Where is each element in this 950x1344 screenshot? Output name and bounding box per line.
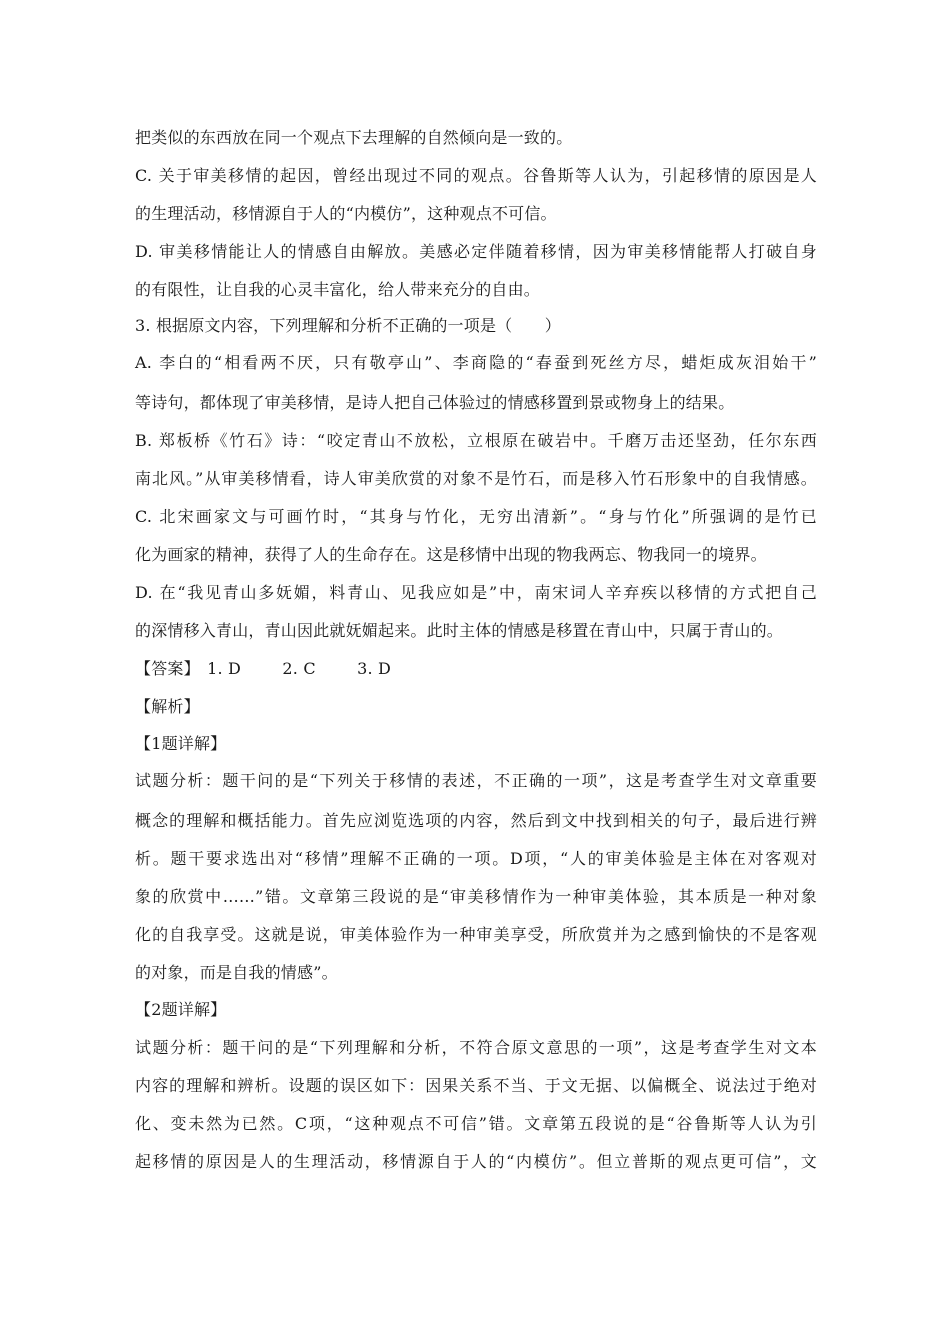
text-line: 的生理活动，移情源自于人的“内模仿”，这种观点不可信。 (135, 204, 557, 223)
q2-line: 试题分析：题干问的是“下列理解和分析，不符合原文意思的一项”，这是考查学生对文本 (135, 1038, 817, 1057)
text-line: 南北风。”从审美移情看，诗人审美欣赏的对象不是竹石，而是移入竹石形象中的自我情感。 (135, 469, 817, 488)
q2-heading: 【2题详解】 (135, 1000, 227, 1019)
text-line: 等诗句，都体现了审美移情，是诗人把自己体验过的情感移置到景或物身上的结果。 (135, 393, 735, 412)
q1-line: 试题分析：题干问的是“下列关于移情的表述，不正确的一项”，这是考查学生对文章重要 (135, 771, 817, 790)
q1-line: 化的自我享受。这就是说，审美体验作为一种审美享受，所欣赏并为之感到愉快的不是客观 (135, 925, 817, 944)
text-line: 的深情移入青山，青山因此就妩媚起来。此时主体的情感是移置在青山中，只属于青山的。 (135, 621, 784, 640)
q1-line: 象的欣赏中……”错。文章第三段说的是“审美移情作为一种审美体验，其本质是一种对象 (135, 887, 817, 906)
q1-heading: 【1题详解】 (135, 734, 227, 753)
q2-line: 内容的理解和辨析。设题的误区如下：因果关系不当、于文无据、以偏概全、说法过于绝对 (135, 1076, 817, 1095)
option-c-line: C. 关于审美移情的起因，曾经出现过不同的观点。谷鲁斯等人认为，引起移情的原因是人 (135, 166, 817, 185)
option-a-line: A. 李白的“相看两不厌，只有敬亭山”、李商隐的“春蚕到死丝方尽，蜡炬成灰泪始干” (135, 353, 817, 372)
option-c-line: C. 北宋画家文与可画竹时，“其身与竹化，无穷出清新”。“身与竹化”所强调的是竹已 (135, 507, 817, 526)
text-line: 的有限性，让自我的心灵丰富化，给人带来充分的自由。 (135, 280, 541, 299)
q1-line: 概念的理解和概括能力。首先应浏览选项的内容，然后到文中找到相关的句子，最后进行辨 (135, 811, 817, 830)
question-3-stem: 3. 根据原文内容，下列理解和分析不正确的一项是（ ） (135, 316, 561, 335)
option-d-line: D. 审美移情能让人的情感自由解放。美感必定伴随着移情，因为审美移情能帮人打破自身 (135, 242, 817, 261)
q1-line: 析。题干要求选出对“移情”理解不正确的一项。D项，“人的审美体验是主体在对客观对 (135, 849, 817, 868)
answer-label: 【答案】 (135, 659, 200, 678)
answer-item: 3. D (357, 659, 392, 678)
q2-line: 起移情的原因是人的生理活动，移情源自于人的“内模仿”。但立普斯的观点更可信”，文 (135, 1152, 817, 1171)
text-line: 把类似的东西放在同一个观点下去理解的自然倾向是一致的。 (135, 128, 573, 147)
q2-line: 化、变未然为已然。C项，“这种观点不可信”错。文章第五段说的是“谷鲁斯等人认为引 (135, 1114, 817, 1133)
q1-line: 的对象，而是自我的情感”。 (135, 963, 338, 982)
text-line: 化为画家的精神，获得了人的生命存在。这是移情中出现的物我两忘、物我同一的境界。 (135, 545, 767, 564)
analysis-label: 【解析】 (135, 697, 200, 716)
answer-line (135, 659, 391, 679)
answer-item: 1. D (207, 659, 242, 678)
option-b-line: B. 郑板桥《竹石》诗：“咬定青山不放松，立根原在破岩中。千磨万击还坚劲，任尔东西 (135, 431, 817, 450)
option-d-line: D. 在“我见青山多妩媚，料青山、见我应如是”中，南宋词人辛弃疾以移情的方式把自己 (135, 583, 817, 602)
answer-item: 2. C (282, 659, 316, 678)
